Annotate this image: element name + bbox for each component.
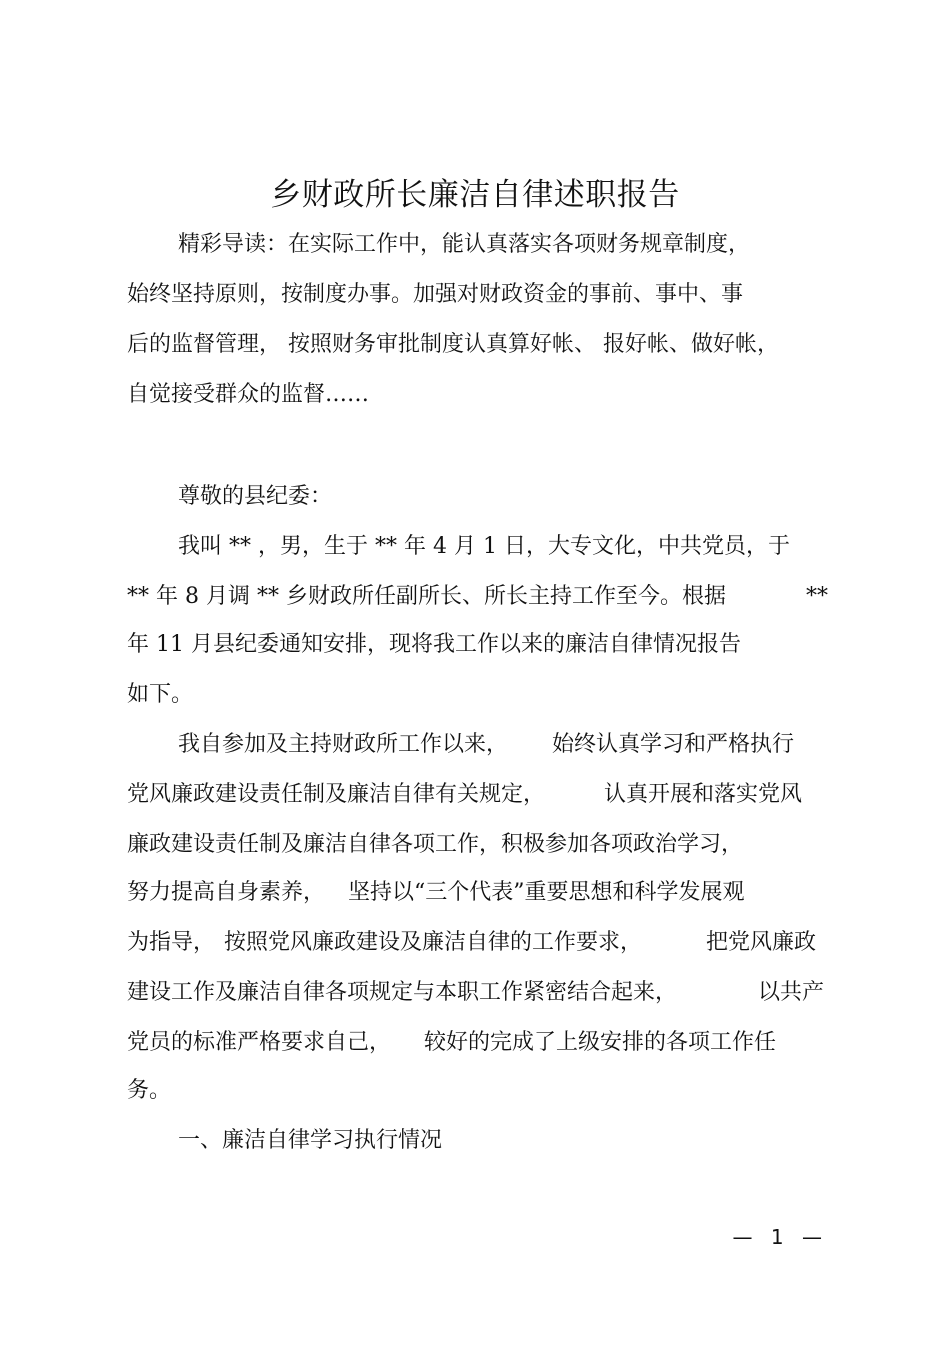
para1-line-3: 年 11 月县纪委通知安排，现将我工作以来的廉洁自律情况报告 (127, 632, 741, 657)
para2-line-6b: 以共产 (758, 980, 825, 1005)
page-number: — 1 — (732, 1225, 828, 1249)
para2-line-3: 廉政建设责任制及廉洁自律各项工作，积极参加各项政治学习， (127, 832, 744, 857)
section-heading-1: 一、廉洁自律学习执行情况 (178, 1128, 443, 1153)
para2-line-5a: 为指导， (127, 930, 216, 955)
document-title: 乡财政所长廉洁自律述职报告 (270, 177, 680, 213)
para2-line-4b: 坚持以“三个代表”重要思想和科学发展观 (348, 880, 745, 905)
para2-line-5c: 把党风廉政 (706, 930, 817, 955)
para1-line-4: 如下。 (127, 682, 194, 707)
para1-line-2: ** 年 8 月调 ** 乡财政所任副所长、所长主持工作至今。根据 (127, 584, 726, 609)
para2-line-5b: 按照党风廉政建设及廉洁自律的工作要求， (224, 930, 643, 955)
para2-line-8: 务。 (127, 1078, 172, 1103)
para2-line-6a: 建设工作及廉洁自律各项规定与本职工作紧密结合起来， (127, 980, 678, 1005)
intro-line-4: 自觉接受群众的监督…… (127, 382, 370, 407)
para1-line-2-tail: ** (806, 584, 828, 609)
para2-line-2b: 认真开展和落实党风 (604, 782, 803, 807)
para1-line-1: 我叫 ** ，男，生于 ** 年 4 月 1 日，大专文化，中共党员，于 (178, 534, 790, 559)
para2-line-2a: 党风廉政建设责任制及廉洁自律有关规定， (127, 782, 546, 807)
para2-line-7b: 较好的完成了上级安排的各项工作任 (424, 1030, 777, 1055)
intro-line-3: 后的监督管理， 按照财务审批制度认真算好帐、 报好帐、做好帐， (127, 332, 779, 357)
para2-line-1a: 我自参加及主持财政所工作以来， (178, 732, 509, 757)
intro-line-2: 始终坚持原则，按制度办事。加强对财政资金的事前、事中、事 (127, 282, 744, 307)
para2-line-1b: 始终认真学习和严格执行 (552, 732, 795, 757)
intro-line-1: 精彩导读：在实际工作中，能认真落实各项财务规章制度， (178, 232, 751, 257)
salutation: 尊敬的县纪委： (178, 484, 333, 509)
para2-line-4a: 努力提高自身素养， (127, 880, 326, 905)
para2-line-7a: 党员的标准严格要求自己， (127, 1030, 392, 1055)
